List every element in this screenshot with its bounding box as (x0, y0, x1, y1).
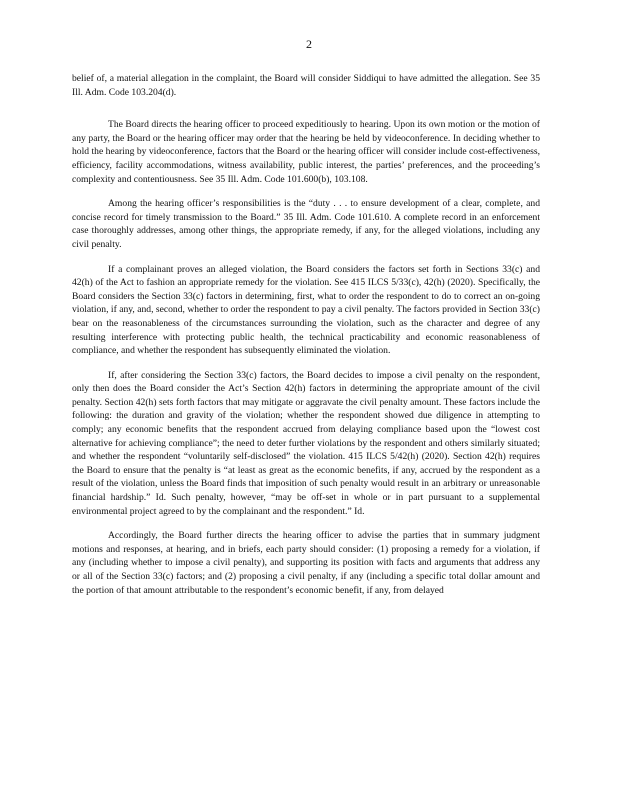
paragraph-hearing-officer-duties: Among the hearing officer’s responsibilities is the “duty . . . to ensure development of a clear, complete, and concise record for timely transmission to the Board.” 35 Ill. Adm. Code 101.610. A complete record in an enforcement case thoroughly addresses, among other things, the appropriate remedy, if any, for the alleged violations, including any civil penalty. (72, 198, 540, 250)
page-number: 2 (306, 37, 312, 51)
paragraph-civil-penalty: If, after considering the Section 33(c) factors, the Board decides to impose a civil penalty on the respondent, only then does the Board consider the Act’s Section 42(h) factors in determining the appropriate amount of the civil penalty. Section 42(h) sets forth factors that may mitigate or aggravate the civil penalty amount. These factors include the following: the duration and gravity of the violation; whether the respondent showed due diligence in attempting to comply; any economic benefits that the respondent accrued from delaying compliance based upon the “lowest cost alternative for achieving compliance”; the need to deter further violations by the respondent and others similarly situated; and whether the respondent “voluntarily self-disclosed” the violation. 415 ILCS 5/42(h) (2020). Section 42(h) requires the Board to ensure that the penalty is “at least as great as the economic benefits, if any, accrued by the respondent as a result of the violation, unless the Board finds that imposition of such penalty would result in an arbitrary or unreasonable financial hardship.” Id. Such penalty, however, “may be off-set in whole or in part pursuant to a supplemental environmental project agreed to by the complainant and the respondent.” Id. (72, 369, 540, 517)
paragraph-accordingly: Accordingly, the Board further directs the hearing officer to advise the parties that in summary judgment motions and responses, at hearing, and in briefs, each party should consider: (1) proposing a remedy for a violation, if any (including whether to impose a civil penalty), and supporting its position with facts and arguments that address any or all of the Section 33(c) factors; and (2) proposing a civil penalty, if any (including a specific total dollar amount and the portion of that amount attributable to the respondent’s economic benefit, if any, from delayed (72, 530, 540, 596)
paragraph-remedy-factors: If a complainant proves an alleged violation, the Board considers the factors set forth in Sections 33(c) and 42(h) of the Act to fashion an appropriate remedy for the violation. See 415 ILCS 5/33(c), 42(h) (2020). Specifically, the Board considers the Section 33(c) factors in determining, first, what to order the respondent to do to correct an on-going violation, if any, and, second, whether to order the respondent to pay a civil penalty. The factors provided in Section 33(c) bear on the reasonableness of the circumstances surrounding the violation, such as the character and degree of any resulting interference with protecting public health, the technical practicability and economic reasonableness of compliance, and whether the respondent has subsequently eliminated the violation. (72, 263, 540, 357)
document-body (72, 72, 540, 608)
paragraph-hearing-directive: The Board directs the hearing officer to proceed expeditiously to hearing. Upon its own motion or the motion of any party, the Board or the hearing officer may order that the hearing be held by videoconference. In deciding whether to hold the hearing by videoconference, factors that the Board or the hearing officer will consider include cost-effectiveness, efficiency, facility accommodations, witness availability, public interest, the parties’ preferences, and the proceeding’s complexity and contentiousness. See 35 Ill. Adm. Code 101.600(b), 103.108. (72, 119, 540, 185)
paragraph-continuation: belief of, a material allegation in the complaint, the Board will consider Siddiqui to have admitted the allegation. See 35 Ill. Adm. Code 103.204(d). (72, 73, 540, 98)
